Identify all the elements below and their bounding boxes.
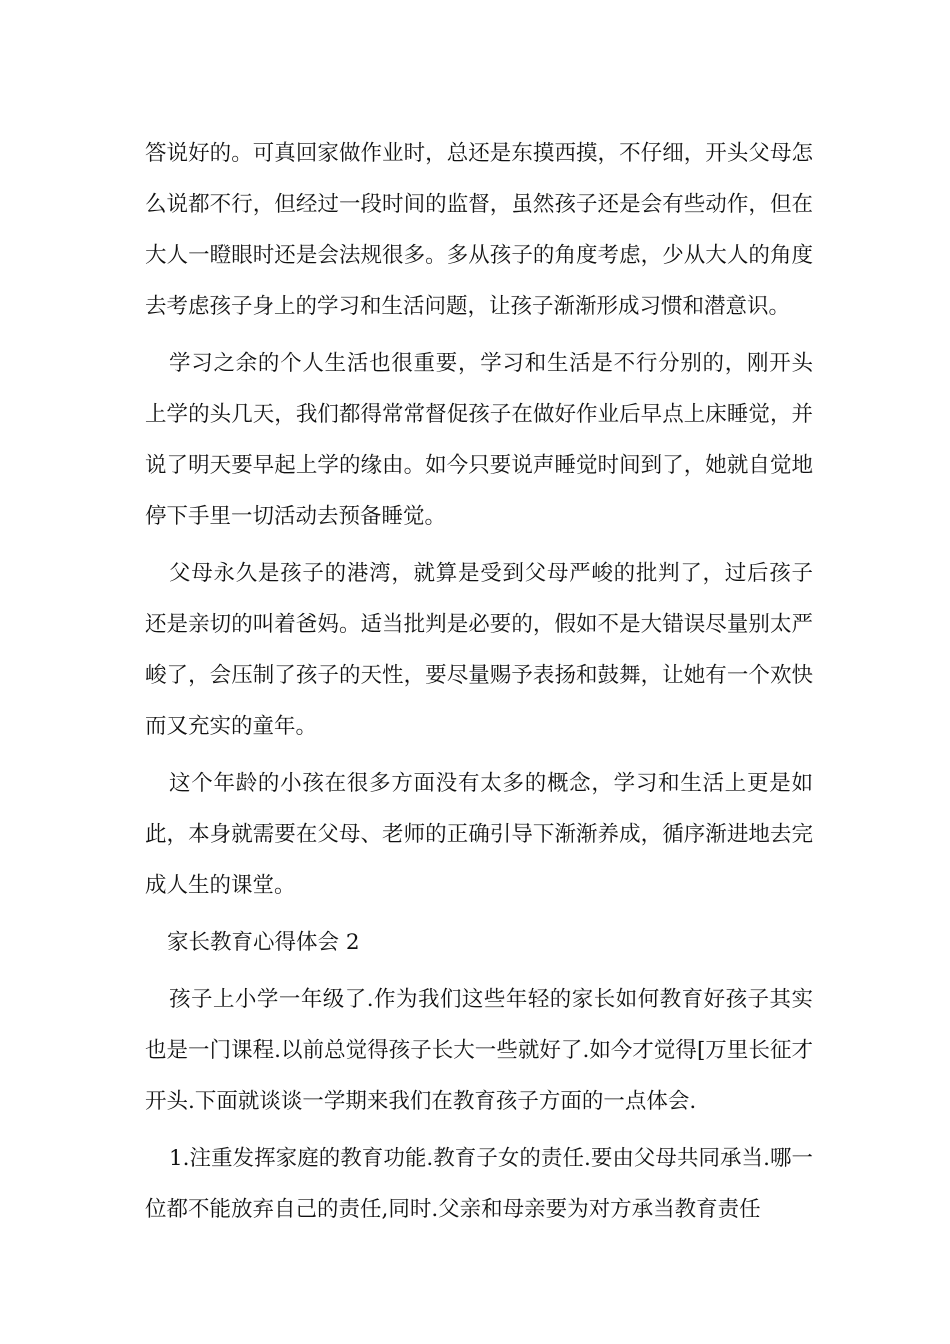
paragraph-personal-life: 学习之余的个人生活也很重要，学习和生活是不行分别的，刚开头上学的头几天，我们都得常常督促孩子在做好作业后早点上床睡觉，并说了明天要早起上学的缘由。如今只要说声睡觉时间到了，她就自觉地停下手里一切活动去预备睡觉。 bbox=[145, 351, 813, 529]
paragraph-continuation: 答说好的。可真回家做作业时，总还是东摸西摸，不仔细，开头父母怎么说都不行，但经过一段时间的监督，虽然孩子还是会有些动作，但在大人一瞪眼时还是会法规很多。多从孩子的角度考虑，少从大人的角度去考虑孩子身上的学习和生活问题，让孩子渐渐形成习惯和潜意识。 bbox=[145, 141, 813, 319]
section-heading: 家长教育心得体会 2 bbox=[167, 930, 360, 955]
paragraph-age-concepts: 这个年龄的小孩在很多方面没有太多的概念，学习和生活上更是如此，本身就需要在父母、老师的正确引导下渐渐养成，循序渐进地去完成人生的课堂。 bbox=[145, 771, 813, 898]
document-body bbox=[145, 128, 813, 1241]
paragraph-parents-harbor: 父母永久是孩子的港湾，就算是受到父母严峻的批判了，过后孩子还是亲切的叫着爸妈。适当批判是必要的，假如不是大错误尽量别太严峻了，会压制了孩子的天性，要尽量赐予表扬和鼓舞，让她有一个欢快而又充实的童年。 bbox=[145, 561, 813, 739]
paragraph-first-grade: 孩子上小学一年级了.作为我们这些年轻的家长如何教育好孩子其实也是一门课程.以前总觉得孩子长大一些就好了.如今才觉得[万里长征才开头.下面就谈谈一学期来我们在教育孩子方面的一点体会. bbox=[145, 987, 813, 1114]
paragraph-family-education: 1.注重发挥家庭的教育功能.教育子女的责任.要由父母共同承当.哪一位都不能放弃自己的责任,同时.父亲和母亲要为对方承当教育责任 bbox=[145, 1146, 813, 1222]
